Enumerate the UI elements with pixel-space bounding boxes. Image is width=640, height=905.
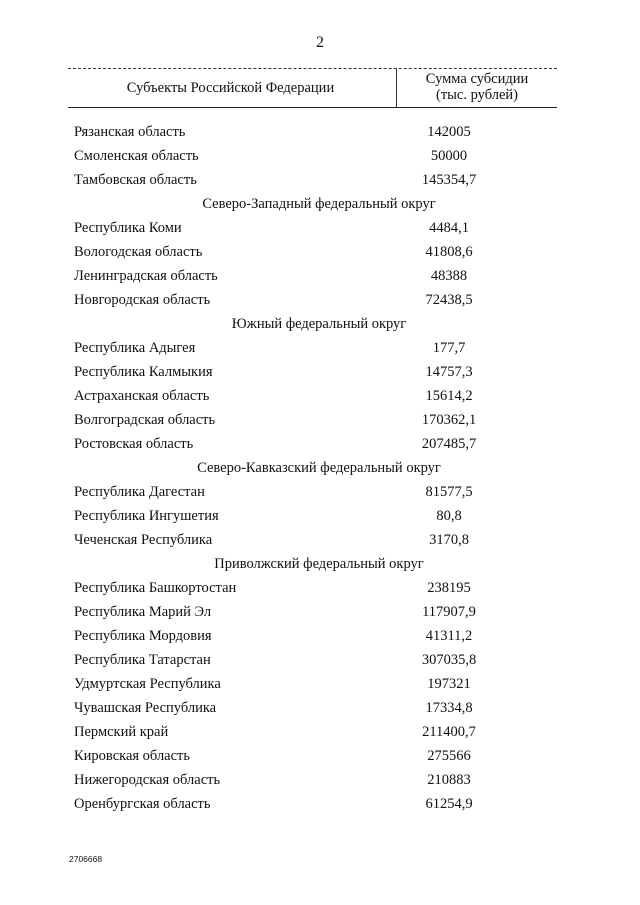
region-name: Республика Мордовия <box>74 628 212 644</box>
subsidy-value: 142005 <box>427 124 471 140</box>
subsidy-table-header <box>68 68 557 108</box>
subsidy-value: 17334,8 <box>425 700 473 716</box>
region-name: Республика Калмыкия <box>74 364 213 380</box>
district-heading-row <box>74 552 514 576</box>
region-name: Республика Адыгея <box>74 340 196 356</box>
region-name: Республика Коми <box>74 220 182 236</box>
region-name: Республика Татарстан <box>74 652 211 668</box>
region-name: Тамбовская область <box>74 172 197 188</box>
subsidy-value: 41311,2 <box>425 628 473 644</box>
table-header-row <box>68 68 557 108</box>
subsidy-value: 117907,9 <box>422 604 476 620</box>
subsidy-value: 48388 <box>430 268 468 284</box>
header-regions: Субъекты Российской Федерации <box>126 79 335 96</box>
table-row <box>74 240 514 264</box>
subsidy-value: 80,8 <box>436 508 462 524</box>
region-name: Республика Дагестан <box>74 484 205 500</box>
district-heading: Приволжский федеральный округ <box>214 556 424 572</box>
table-row <box>74 144 514 168</box>
district-heading-row <box>74 312 514 336</box>
table-row <box>74 168 514 192</box>
subsidy-value: 50000 <box>430 148 468 164</box>
district-heading: Южный федеральный округ <box>231 316 407 332</box>
table-row <box>74 120 514 144</box>
region-name: Астраханская область <box>74 388 210 404</box>
table-row <box>74 768 514 792</box>
header-subsidy-line1: Сумма субсидии <box>425 71 529 87</box>
header-subsidy-amount <box>397 71 557 103</box>
table-row <box>74 408 514 432</box>
table-row <box>74 528 514 552</box>
district-heading-row <box>74 192 514 216</box>
region-name: Рязанская область <box>74 124 186 140</box>
region-name: Республика Ингушетия <box>74 508 219 524</box>
region-name: Республика Марий Эл <box>74 604 212 620</box>
table-row <box>74 672 514 696</box>
subsidy-value: 145354,7 <box>421 172 477 188</box>
table-row <box>74 384 514 408</box>
subsidy-value: 177,7 <box>432 340 466 356</box>
region-name: Республика Башкортостан <box>74 580 237 596</box>
subsidy-value: 211400,7 <box>422 724 476 740</box>
region-name: Ленинградская область <box>74 268 218 284</box>
region-name: Удмуртская Республика <box>74 676 221 692</box>
table-row <box>74 576 514 600</box>
table-row <box>74 360 514 384</box>
subsidy-value: 81577,5 <box>425 484 473 500</box>
region-name: Смоленская область <box>74 148 199 164</box>
subsidy-table-body <box>74 120 514 816</box>
region-name: Чеченская Республика <box>74 532 213 548</box>
table-row <box>74 600 514 624</box>
region-name: Нижегородская область <box>74 772 221 788</box>
subsidy-value: 210883 <box>427 772 471 788</box>
table-row <box>74 624 514 648</box>
table-row <box>74 264 514 288</box>
table-row <box>74 792 514 816</box>
table-row <box>74 504 514 528</box>
table-row <box>74 696 514 720</box>
table-row <box>74 648 514 672</box>
table-row <box>74 432 514 456</box>
page-number: 2 <box>316 34 324 51</box>
header-subsidy-line2: (тыс. рублей) <box>436 87 518 103</box>
region-name: Волгоградская область <box>74 412 216 428</box>
district-heading-row <box>74 456 514 480</box>
subsidy-value: 15614,2 <box>425 388 473 404</box>
subsidy-value: 170362,1 <box>421 412 477 428</box>
region-name: Оренбургская область <box>74 796 211 812</box>
subsidy-value: 3170,8 <box>429 532 469 548</box>
region-name: Ростовская область <box>74 436 194 452</box>
table-row <box>74 744 514 768</box>
district-heading: Северо-Кавказский федеральный округ <box>197 460 441 476</box>
district-heading: Северо-Западный федеральный округ <box>202 196 436 212</box>
table-row <box>74 720 514 744</box>
subsidy-value: 4484,1 <box>429 220 469 236</box>
subsidy-value: 207485,7 <box>421 436 477 452</box>
table-row <box>74 288 514 312</box>
region-name: Кировская область <box>74 748 191 764</box>
subsidy-value: 275566 <box>427 748 471 764</box>
region-name: Новгородская область <box>74 292 211 308</box>
subsidy-value: 61254,9 <box>425 796 473 812</box>
subsidy-value: 307035,8 <box>421 652 477 668</box>
table-row <box>74 336 514 360</box>
table-row <box>74 480 514 504</box>
subsidy-value: 41808,6 <box>425 244 473 260</box>
subsidy-value: 238195 <box>427 580 471 596</box>
region-name: Вологодская область <box>74 244 203 260</box>
subsidy-value: 72438,5 <box>425 292 473 308</box>
subsidy-value: 197321 <box>427 676 471 692</box>
document-code: 2706668 <box>69 854 103 864</box>
table-row <box>74 216 514 240</box>
subsidy-value: 14757,3 <box>425 364 473 380</box>
region-name: Пермский край <box>74 724 169 740</box>
region-name: Чувашская Республика <box>74 700 217 716</box>
